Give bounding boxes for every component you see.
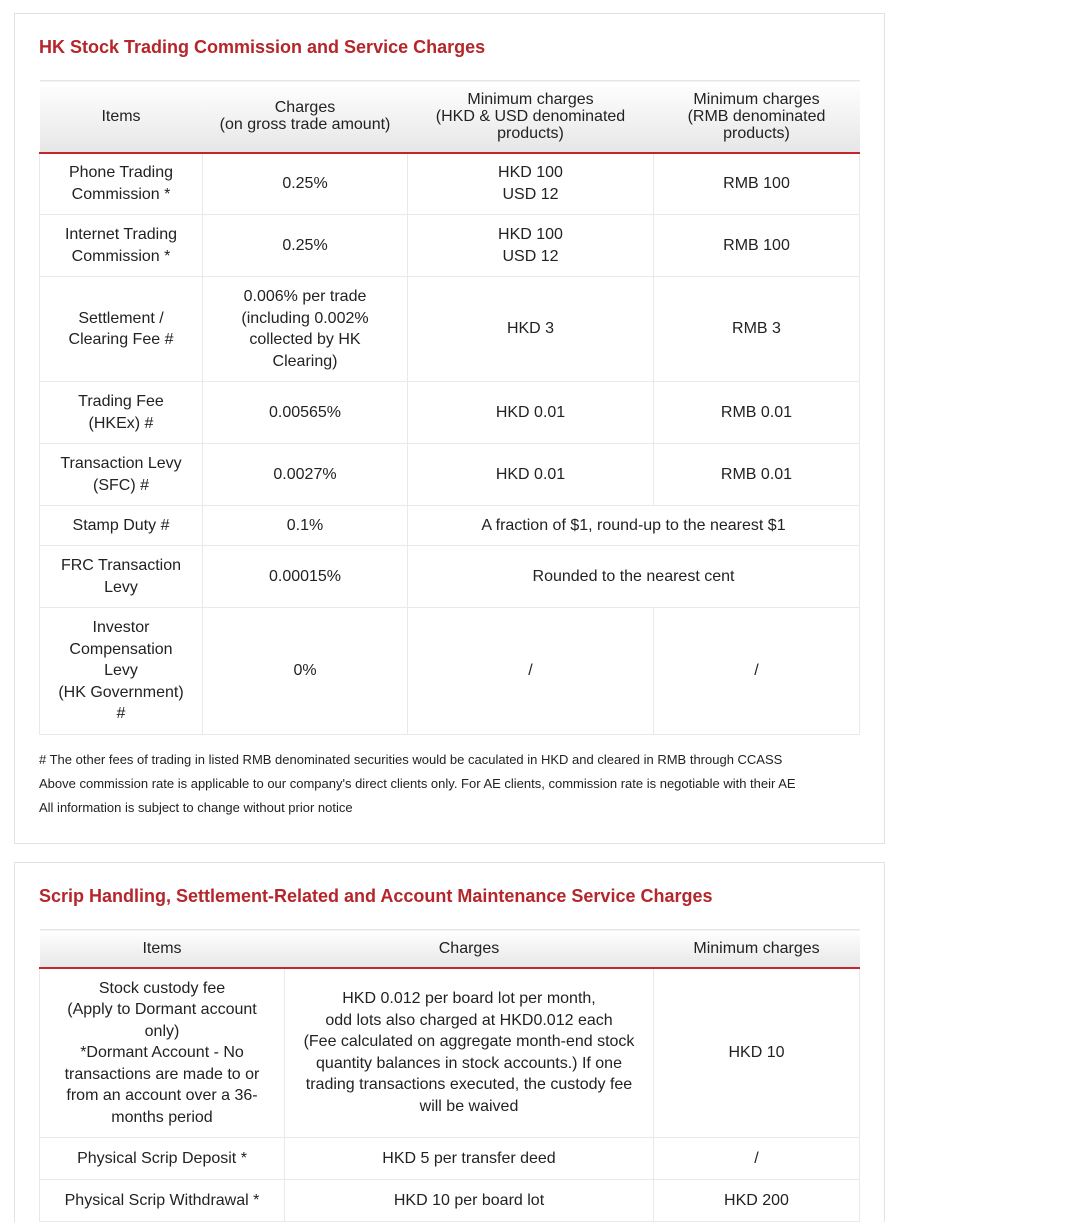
table-row (40, 277, 860, 382)
header-min-rmb: Minimum charges (RMB denominated products) (654, 81, 860, 153)
table-row (40, 546, 860, 608)
table-row (40, 1180, 860, 1222)
table-row (40, 968, 860, 1138)
min-rmb-cell: RMB 0.01 (654, 444, 860, 506)
item-cell: Transaction Levy (SFC) # (40, 444, 203, 506)
table-header-row (40, 81, 860, 153)
charges-cell: 0.1% (203, 506, 408, 546)
scrip-handling-panel (14, 862, 885, 1222)
item-cell: FRC Transaction Levy (40, 546, 203, 608)
scrip-handling-table (39, 929, 860, 1222)
item-cell: Phone Trading Commission * (40, 153, 203, 215)
min-rmb-cell: RMB 100 (654, 153, 860, 215)
min-rmb-cell: RMB 100 (654, 215, 860, 277)
item-cell: Settlement / Clearing Fee # (40, 277, 203, 382)
min-hkd-usd-cell: HKD 100 USD 12 (408, 153, 654, 215)
charges-cell: 0.0027% (203, 444, 408, 506)
charges-cell: 0.00015% (203, 546, 408, 608)
header-items: Items (40, 930, 285, 968)
table-row (40, 608, 860, 735)
merged-min-cell: A fraction of $1, round-up to the nearest $1 (408, 506, 860, 546)
charges-cell: 0.00565% (203, 382, 408, 444)
table-row (40, 215, 860, 277)
commission-section-title: HK Stock Trading Commission and Service Charges (39, 37, 486, 57)
charges-cell: 0.25% (203, 215, 408, 277)
header-charges: Charges (on gross trade amount) (203, 81, 408, 153)
charges-cell: HKD 10 per board lot (285, 1180, 654, 1222)
charges-cell: 0.25% (203, 153, 408, 215)
charges-cell: HKD 5 per transfer deed (285, 1138, 654, 1180)
commission-panel (14, 13, 885, 844)
table-header-row (40, 930, 860, 968)
item-cell: Investor Compensation Levy (HK Government) # (40, 608, 203, 735)
table-row (40, 506, 860, 546)
item-cell: Stamp Duty # (40, 506, 203, 546)
header-min-hkd-usd: Minimum charges (HKD & USD denominated products) (408, 81, 654, 153)
footnote-disclaimer: All information is subject to change without prior notice (39, 800, 353, 815)
charges-cell: 0% (203, 608, 408, 735)
commission-table (39, 80, 860, 735)
min-hkd-usd-cell: HKD 0.01 (408, 444, 654, 506)
item-cell: Physical Scrip Withdrawal * (40, 1180, 285, 1222)
min-rmb-cell: / (654, 608, 860, 735)
item-cell: Stock custody fee (Apply to Dormant account only) *Dormant Account - No transactions are made to or from an account over a 36- months period (40, 968, 285, 1138)
min-hkd-usd-cell: / (408, 608, 654, 735)
min-charges-cell: / (654, 1138, 860, 1180)
table-row (40, 1138, 860, 1180)
item-cell: Trading Fee (HKEx) # (40, 382, 203, 444)
charges-cell: 0.006% per trade (including 0.002% collected by HK Clearing) (203, 277, 408, 382)
footnotes (39, 748, 796, 820)
header-items: Items (40, 81, 203, 153)
item-cell: Physical Scrip Deposit * (40, 1138, 285, 1180)
header-charges: Charges (285, 930, 654, 968)
table-row (40, 153, 860, 215)
footnote-commission: Above commission rate is applicable to our company's direct clients only. For AE clients, commission rate is negotiable with their AE (39, 776, 796, 791)
scrip-section-title: Scrip Handling, Settlement-Related and Account Maintenance Service Charges (39, 886, 713, 906)
min-rmb-cell: RMB 3 (654, 277, 860, 382)
charges-cell: HKD 0.012 per board lot per month, odd lots also charged at HKD0.012 each (Fee calculated on aggregate month-end stock quantity balances in stock accounts.) If one trading transactions executed, the custody fee will be waived (285, 968, 654, 1138)
min-hkd-usd-cell: HKD 0.01 (408, 382, 654, 444)
header-min-charges: Minimum charges (654, 930, 860, 968)
table-row (40, 382, 860, 444)
table-row (40, 444, 860, 506)
footnote-rmb: # The other fees of trading in listed RMB denominated securities would be caculated in HKD and cleared in RMB through CCASS (39, 752, 783, 767)
min-charges-cell: HKD 10 (654, 968, 860, 1138)
min-charges-cell: HKD 200 (654, 1180, 860, 1222)
min-hkd-usd-cell: HKD 100 USD 12 (408, 215, 654, 277)
item-cell: Internet Trading Commission * (40, 215, 203, 277)
merged-min-cell: Rounded to the nearest cent (408, 546, 860, 608)
min-hkd-usd-cell: HKD 3 (408, 277, 654, 382)
min-rmb-cell: RMB 0.01 (654, 382, 860, 444)
